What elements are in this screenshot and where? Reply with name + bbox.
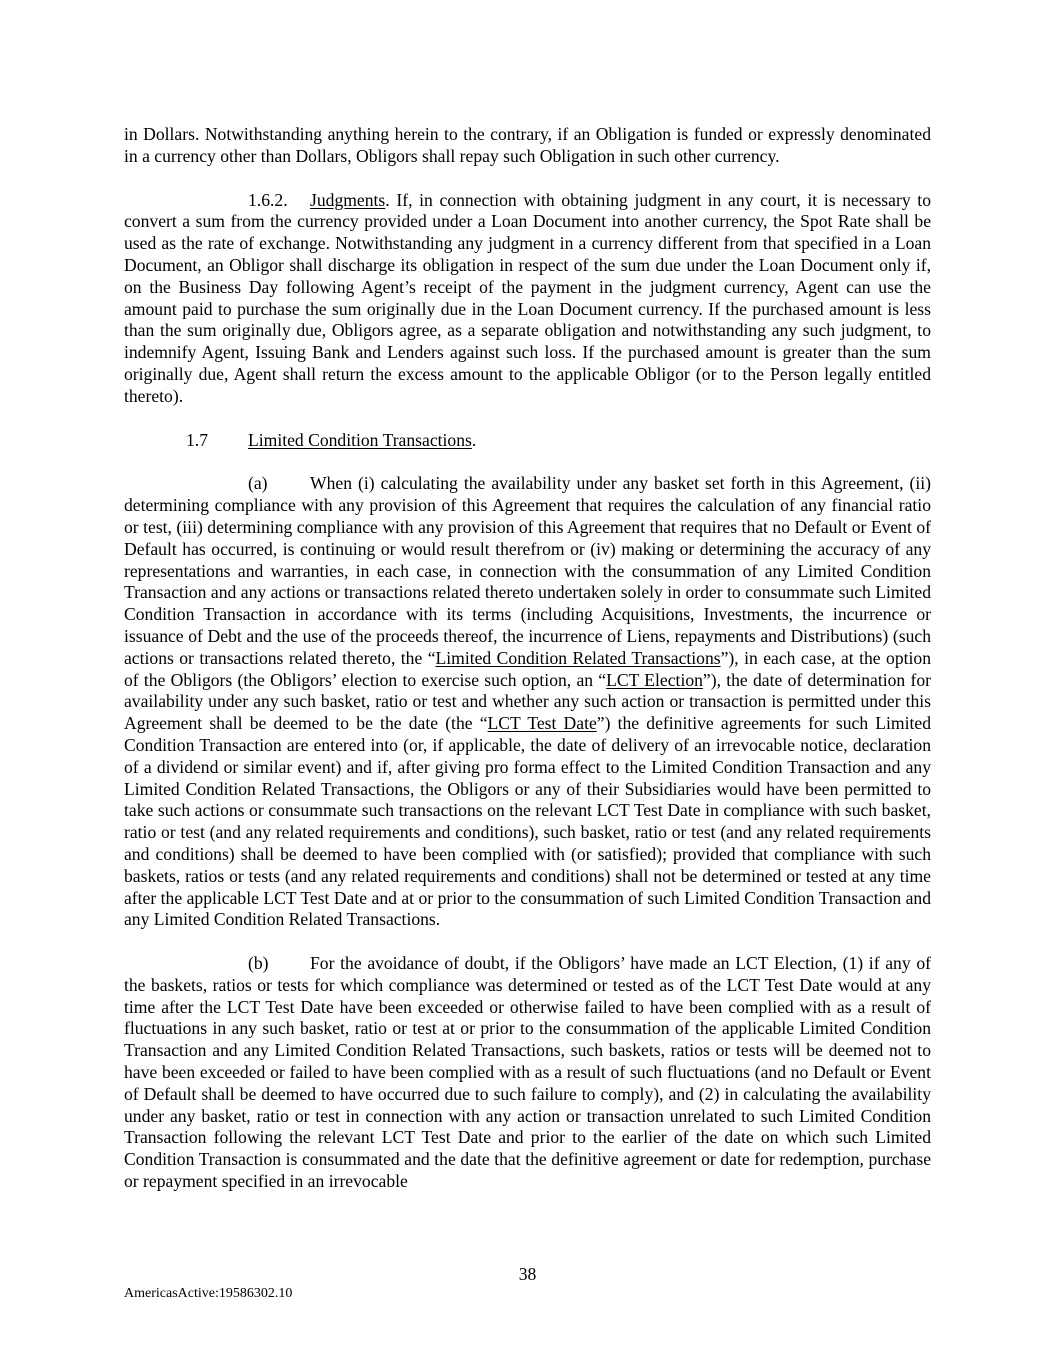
defined-term-lct-election: LCT Election [606, 669, 703, 690]
paragraph-a-text-3: ”), the date of determination for availability under any such basket, ratio or test and whether any such action or transaction is permitted under this Agreement shall be deemed to be the date (the “ [124, 669, 931, 734]
document-body [124, 124, 931, 1193]
section-1-6-2-number: 1.6.2. [248, 189, 288, 210]
section-1-6-2-text: . If, in connection with obtaining judgment in any court, it is necessary to convert a sum from the currency provided under a Loan Document into another currency, the Spot Rate shall be used as the rate of exchange. Notwithstanding any judgment in a currency different from that specified in a Loan Document, an Obligor shall discharge its obligation in respect of the sum due under the Loan Document only if, on the Business Day following Agent’s receipt of the payment in the judgment currency, Agent can use the amount paid to purchase the sum originally due in the Loan Document currency. If the purchased amount is less than the sum originally due, Obligors agree, as a separate obligation and notwithstanding any such judgment, to indemnify Agent, Issuing Bank and Lenders against such loss. If the purchased amount is greater than the sum originally due, Agent shall return the excess amount to the applicable Obligor (or to the Person legally entitled thereto). [124, 189, 931, 406]
defined-term-limited-condition-related-transactions: Limited Condition Related Transactions [435, 647, 721, 668]
section-1-7-heading [124, 430, 931, 452]
section-1-7-title: Limited Condition Transactions [248, 429, 472, 450]
section-1-6-2 [124, 190, 931, 408]
paragraph-b-text: For the avoidance of doubt, if the Obligors’ have made an LCT Election, (1) if any of the baskets, ratios or tests for which compliance was determined or tested as of the LCT Test Date would at any time after the LCT Test Date have been exceeded or otherwise failed to have been complied with as a result of fluctuations in any such basket, ratio or test at or prior to the consummation of the applicable Limited Condition Transaction and any Limited Condition Related Transactions, such baskets, ratios or tests will be deemed not to have been exceeded or failed to have been complied with as a result of such fluctuations (and no Default or Event of Default shall be deemed to have occurred due to such failure to comply), and (2) in calculating the availability under any basket, ratio or test in connection with any action or transaction unrelated to such Limited Condition Transaction following the relevant LCT Test Date and prior to the earlier of the date on which such Limited Condition Transaction is consummated and the date that the definitive agreement or date for redemption, purchase or repayment specified in an irrevocable [124, 953, 931, 1192]
paragraph-spacer [124, 408, 931, 430]
page-number: 38 [518, 1264, 537, 1284]
paragraph-b [124, 953, 931, 1193]
document-id-footer: AmericasActive:19586302.10 [124, 1286, 293, 1301]
section-1-7-title-end: . [471, 429, 477, 450]
paragraph-spacer [124, 168, 931, 190]
paragraph-a-label: (a) [248, 473, 268, 494]
paragraph-b-label: (b) [248, 953, 269, 974]
section-1-6-2-title: Judgments [310, 189, 386, 210]
paragraph-a-text-1: When (i) calculating the availability under any basket set forth in this Agreement, (ii) determining compliance with any provision of this Agreement that requires the calculation of any financial ratio or test, (iii) determining compliance with any provision of this Agreement that requires that no Default or Event of Default has occurred, is continuing or would result therefrom or (iv) making or determining the accuracy of any representations and warranties, in each case, in connection with the consummation of any Limited Condition Transaction and any actions or transactions related thereto undertaken solely in order to consummate such Limited Condition Transaction in accordance with its terms (including Acquisitions, Investments, the incurrence or issuance of Debt and the use of the proceeds thereof, the incurrence of Liens, repayments and Distributions) (such actions or transactions related thereto, the “ [124, 473, 931, 668]
paragraph-intro-text: in Dollars. Notwithstanding anything herein to the contrary, if an Obligation is funded or expressly denominated in a currency other than Dollars, Obligors shall repay such Obligation in such other currency. [124, 124, 931, 166]
section-1-7-number: 1.7 [186, 429, 208, 450]
paragraph-a-text-4: ”) the definitive agreements for such Limited Condition Transaction are entered into (or, if applicable, the date of delivery of an irrevocable notice, declaration of a dividend or similar event) and if, after giving pro forma effect to the Limited Condition Transaction and any Limited Condition Related Transactions, the Obligors or any of their Subsidiaries would have been permitted to take such actions or consummate such transactions on the relevant LCT Test Date in compliance with such basket, ratio or test (and any related requirements and conditions), such basket, ratio or test (and any related requirements and conditions) shall be deemed to have been complied with (or satisfied); provided that compliance with such baskets, ratios or tests (and any related requirements and conditions) shall not be determined or tested at any time after the applicable LCT Test Date and at or prior to the consummation of such Limited Condition Transaction and any Limited Condition Related Transactions. [124, 713, 931, 930]
paragraph-intro [124, 124, 931, 168]
paragraph-spacer [124, 931, 931, 953]
paragraph-spacer [124, 451, 931, 473]
paragraph-a [124, 473, 931, 931]
paragraph-a-text-2: ”), in each case, at the option of the Obligors (the Obligors’ election to exercise such option, an “ [124, 647, 931, 690]
defined-term-lct-test-date: LCT Test Date [487, 713, 597, 734]
